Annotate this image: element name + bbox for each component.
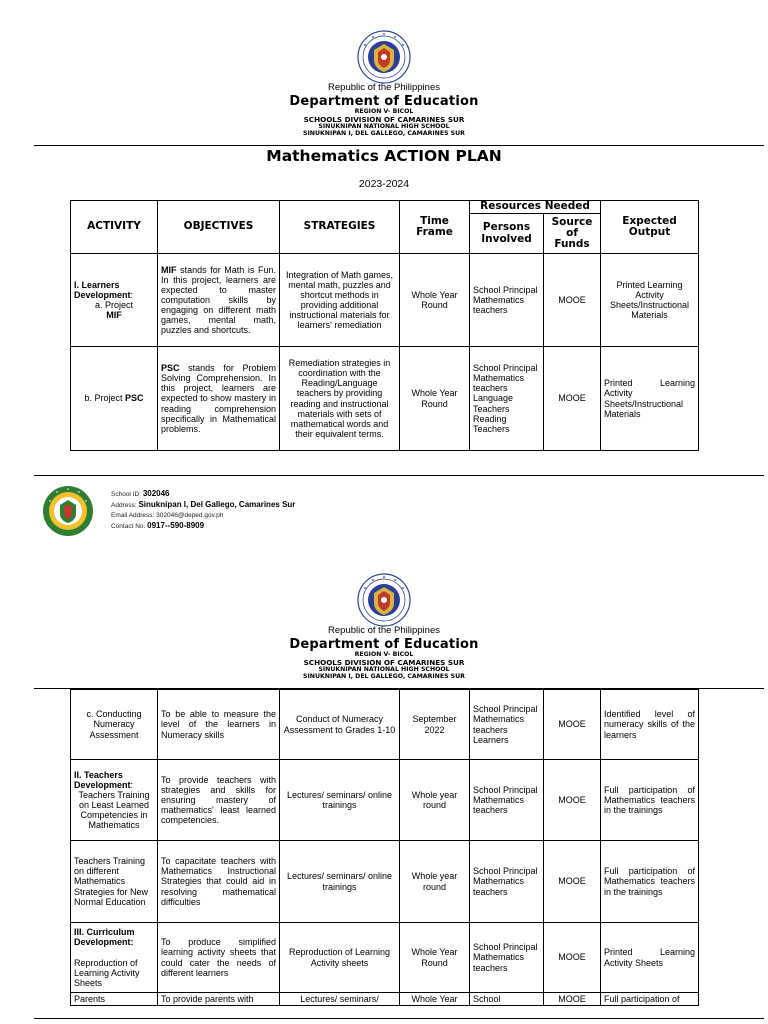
division-line: SCHOOLS DIVISION OF CAMARINES SUR — [303, 657, 465, 667]
activity-title: I. Learners Development — [74, 279, 131, 300]
funds-cell: MOOE — [544, 254, 601, 347]
letterhead — [0, 83, 768, 137]
table-row — [71, 841, 699, 923]
republic-line: Republic of the Philippines — [328, 82, 440, 93]
time-frame-cell: Whole Year — [400, 993, 470, 1006]
persons-cell: School Principal Mathematics teachers — [470, 254, 544, 347]
funds-cell: MOOE — [544, 841, 601, 923]
activity-title: III. Curriculum Development: — [74, 927, 135, 948]
region-line: REGION V- BICOL — [354, 107, 414, 115]
department-name: Department of Education — [289, 636, 479, 652]
time-frame-cell: Whole year round — [400, 841, 470, 923]
time-frame-cell: Whole Year Round — [400, 254, 470, 347]
department-name: Department of Education — [289, 93, 479, 109]
deped-seal-icon — [357, 573, 411, 627]
school-line: SINUKNIPAN NATIONAL HIGH SCHOOL — [318, 665, 450, 673]
strategies-cell: Integration of Math games, mental math, puzzles and shortcut methods in providing additional instructional materials for learners' remediation — [280, 254, 400, 347]
time-frame-cell: Whole Year Round — [400, 347, 470, 451]
table-row — [71, 993, 699, 1006]
funds-cell: MOOE — [544, 923, 601, 993]
output-cell: Printed Learning Activity Sheets/Instructional Materials — [601, 254, 699, 347]
persons-cell: School Principal Mathematics teachers — [470, 841, 544, 923]
strategies-cell: Lectures/ seminars/ — [280, 993, 400, 1006]
activity-name: MIF — [106, 310, 122, 321]
school-contact-number: 0917--590-8909 — [147, 521, 205, 530]
strategies-cell: Lectures/ seminars/ online trainings — [280, 760, 400, 841]
objectives-cell: To produce simplified learning activity sheets that could cater the needs of different learners — [158, 923, 280, 993]
division-line: SCHOOLS DIVISION OF CAMARINES SUR — [303, 114, 465, 124]
table-row — [71, 690, 699, 760]
school-year: 2023-2024 — [358, 178, 410, 190]
persons-cell: School Principal Mathematics teachers — [470, 923, 544, 993]
time-frame-cell: September 2022 — [400, 690, 470, 760]
output-cell: Printed Learning Activity Sheets/Instructional Materials — [601, 347, 699, 451]
table-row — [71, 347, 699, 451]
strategies-cell: Lectures/ seminars/ online trainings — [280, 841, 400, 923]
activity-cell: b. Project PSC — [71, 347, 158, 451]
school-seal-icon — [42, 485, 94, 537]
activity-cell: c. Conducting Numeracy Assessment — [71, 690, 158, 760]
school-address-line: SINUKNIPAN I, DEL GALLEGO, CAMARINES SUR — [303, 130, 465, 138]
objectives-cell: PSC stands for Problem Solving Comprehension. In this project, learners are expected to show mastery in reading comprehension specifically in Mathematical problems. — [158, 347, 280, 451]
activity-sub: a. Project — [94, 300, 134, 310]
strategies-cell: Remediation strategies in coordination with the Reading/Language teachers by providing reading and instructional materials with sets of mathematical words and their equivalent terms. — [280, 347, 400, 451]
school-email: 302046@deped.gov.ph — [156, 512, 224, 519]
header-resources-needed: Resources Needed — [470, 201, 601, 214]
persons-cell: School Principal Mathematics teachers Language Teachers Reading Teachers — [470, 347, 544, 451]
republic-line: Republic of the Philippines — [328, 625, 440, 636]
header-divider — [34, 145, 764, 146]
objectives-cell: To capacitate teachers with Mathematics Instructional Strategies that could aid in resolving mathematical difficulties — [158, 841, 280, 923]
persons-cell: School Principal Mathematics teachers — [470, 760, 544, 841]
objectives-cell: MIF stands for Math is Fun. In this project, learners are expected to master computation skills by engaging on different math games, mental math, puzzles and shortcuts. — [158, 254, 280, 347]
activity-cell: I. Learners Development: a. Project MIF — [71, 254, 158, 347]
output-cell: Identified level of numeracy skills of the learners — [601, 690, 699, 760]
school-contact-info: School ID: 302046 Address: Sinuknipan I, Del Gallego, Camarines Sur Email Address: 302046@deped.gov.ph Contact No. 0917--590-8909 — [111, 489, 296, 530]
output-cell: Printed Learning Activity Sheets — [601, 923, 699, 993]
objectives-cell: To be able to measure the level of the learners in Numeracy skills — [158, 690, 280, 760]
header-source-of-funds: Source of Funds — [544, 214, 601, 254]
school-id: 302046 — [142, 489, 170, 498]
activity-cell: II. Teachers Development: Teachers Training on Least Learned Competencies in Mathematics — [71, 760, 158, 841]
action-plan-table-continued — [70, 689, 699, 1006]
header-persons-involved: Persons Involved — [470, 214, 544, 254]
header-activity: ACTIVITY — [71, 201, 158, 254]
objectives-cell: To provide parents with — [158, 993, 280, 1006]
table-row — [71, 254, 699, 347]
time-frame-cell: Whole Year Round — [400, 923, 470, 993]
region-line: REGION V- BICOL — [354, 650, 414, 658]
page-title: Mathematics ACTION PLAN — [266, 147, 502, 165]
table-row — [71, 923, 699, 993]
funds-cell: MOOE — [544, 347, 601, 451]
school-address: Sinuknipan I, Del Gallego, Camarines Sur — [138, 500, 296, 509]
strategies-cell: Conduct of Numeracy Assessment to Grades 1-10 — [280, 690, 400, 760]
activity-cell: Parents — [71, 993, 158, 1006]
output-cell: Full participation of Mathematics teachers in the trainings — [601, 760, 699, 841]
page-bottom-divider — [34, 1018, 764, 1019]
funds-cell: MOOE — [544, 993, 601, 1006]
letterhead — [0, 626, 768, 680]
strategies-cell: Reproduction of Learning Activity sheets — [280, 923, 400, 993]
funds-cell: MOOE — [544, 690, 601, 760]
funds-cell: MOOE — [544, 760, 601, 841]
footer-divider — [34, 475, 764, 476]
header-expected-output: Expected Output — [601, 201, 699, 254]
activity-title: II. Teachers Development — [74, 769, 131, 790]
header-time-frame: Time Frame — [400, 201, 470, 254]
output-cell: Full participation of — [601, 993, 699, 1006]
activity-cell: III. Curriculum Development: Reproduction of Learning Activity Sheets — [71, 923, 158, 993]
table-row — [71, 760, 699, 841]
header-strategies: STRATEGIES — [280, 201, 400, 254]
school-line: SINUKNIPAN NATIONAL HIGH SCHOOL — [318, 122, 450, 130]
deped-seal-icon — [357, 30, 411, 84]
activity-cell: Teachers Training on different Mathematics Strategies for New Normal Education — [71, 841, 158, 923]
objectives-cell: To provide teachers with strategies and skills for ensuring mastery of mathematics' least learned competencies. — [158, 760, 280, 841]
output-cell: Full participation of Mathematics teachers in the trainings — [601, 841, 699, 923]
school-address-line: SINUKNIPAN I, DEL GALLEGO, CAMARINES SUR — [303, 673, 465, 681]
persons-cell: School Principal Mathematics teachers Learners — [470, 690, 544, 760]
header-objectives: OBJECTIVES — [158, 201, 280, 254]
persons-cell: School — [470, 993, 544, 1006]
action-plan-table — [70, 200, 699, 451]
time-frame-cell: Whole year round — [400, 760, 470, 841]
